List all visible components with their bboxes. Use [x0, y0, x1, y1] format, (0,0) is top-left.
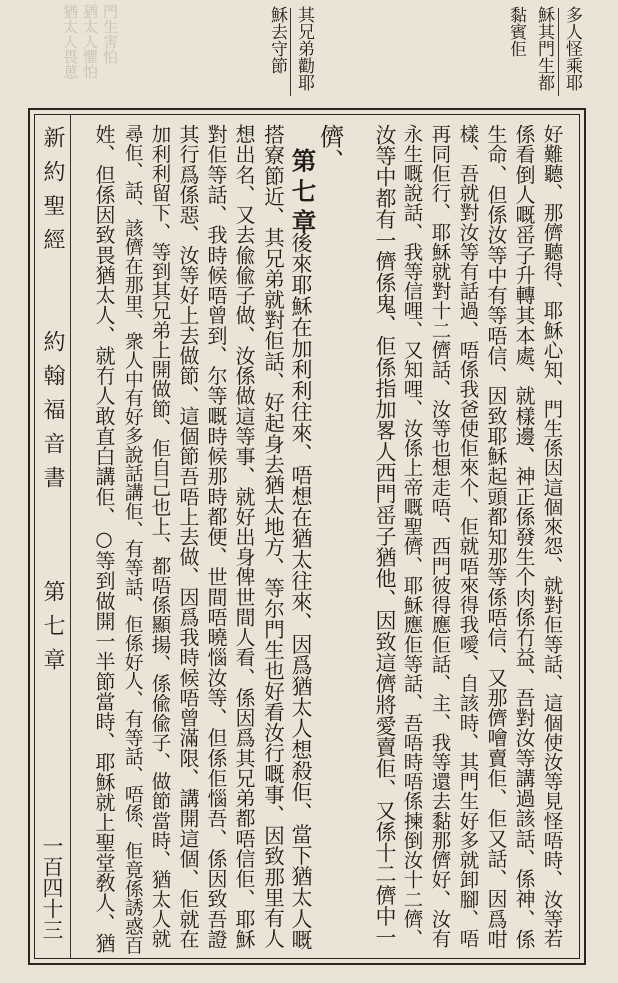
- body-column-4: 樣、吾就對汝等有話過、唔係我爸使佢來个、佢就唔來得我噯、自該時、其門生好多就卸腳、唔: [456, 124, 480, 949]
- body-column-7: 汝等中都有一儕係鬼、佢係指加畧人西門䍃子猶他、因致這儕將愛賣佢、又係十二儕中一: [373, 124, 397, 948]
- top-note-3: 黏賓佢: [506, 6, 526, 57]
- header-divider: [70, 115, 71, 958]
- body-column-12: 對佢等話、我時候唔曾到、尔等嘅時候那時都便、世間唔曉惱汝等、但係佢惱吾、係因致吾證: [204, 124, 228, 949]
- body-column-15: 尋佢、話、該儕在那里、衆人中有好多說話講佢、有等話、佢係好人、有等話、唔係、佢竟係誘惑百: [121, 124, 143, 955]
- body-column-2: 係看倒人嘅䍃子升轉其本處、就樣邊、神正係發生个肉係冇益、吾對汝等講過該話、係神、係: [512, 124, 536, 949]
- bleed-through-text-3: 門生害怕: [101, 4, 119, 64]
- running-header-page-number: 一百四十三: [40, 835, 64, 940]
- body-column-1: 好難聽、那儕聽得、耶穌心知、門生係因這個來怨、就對佢等話、這個使汝等見怪唔時、汝等若: [540, 124, 564, 949]
- body-column-10: 搭寮節近、其兄弟就對佢話、好起身去猶太地方、等尔門生也好看汝行嘅事、因致那里有人: [260, 124, 285, 949]
- body-column-16: 姓、但係因致畏猶太人、就冇人敢直白講佢、○等到做開一半節當時、耶穌就上聖堂敎人、猶: [92, 124, 116, 953]
- body-column-9: 後來耶穌在加利利往來、唔想在猶太往來、因爲猶太人想殺佢、當下猶太人嘅: [289, 232, 313, 951]
- body-column-6: 永生嘅說話、我等信哩、又知哩、汝係上帝嘅聖儕、耶穌應佢等話、吾唔時唔係揀倒汝十二儕、: [400, 124, 424, 949]
- top-note-4: 其兄弟勸耶: [294, 6, 314, 91]
- body-column-13: 其行爲係惡、汝等好上去做節、這個節吾唔上去做、因爲我時候唔曾滿限、講開這個、佢就在: [176, 124, 200, 949]
- body-column-11: 想出名、又去偸偸子做、汝係做這等事、就好出身俾世間人看、係因爲其兄弟都唔信佢、耶穌: [232, 124, 256, 949]
- top-note-bracket-right: [558, 8, 559, 96]
- top-note-2: 穌其門生都: [534, 6, 554, 91]
- body-column-8: 儕、: [316, 124, 346, 174]
- body-column-3: 生命、但係汝等中有等唔信、因致耶穌起頭都知那等係唔信、又那儕噲賣佢、佢又話、因爲咁: [484, 124, 508, 949]
- bleed-through-text-1: 猶太人畏葸: [61, 4, 79, 79]
- running-header-section-title: 約翰福音書: [40, 330, 65, 500]
- top-note-bracket-left: [290, 8, 291, 96]
- top-note-5: 穌去守節: [267, 6, 287, 74]
- bleed-through-text-2: 猶太人懼怕: [81, 4, 99, 79]
- running-header-chapter: 第七章: [40, 580, 65, 682]
- body-column-14: 加利利留下、等到其兄弟上開做節、佢自己也上、都唔係顯揚、係偸偸子、做節當時、猶太人就: [148, 124, 172, 949]
- running-header-book-title: 新約聖經: [40, 126, 65, 262]
- chapter-heading: 第七章: [288, 148, 318, 240]
- body-column-5: 再同佢行、耶穌就對十二儕話、汝等也想走唔、西門彼得應佢話、主、我等還去黏那儕好、汝有: [428, 124, 452, 949]
- top-note-1: 多人怪乘耶: [562, 6, 582, 91]
